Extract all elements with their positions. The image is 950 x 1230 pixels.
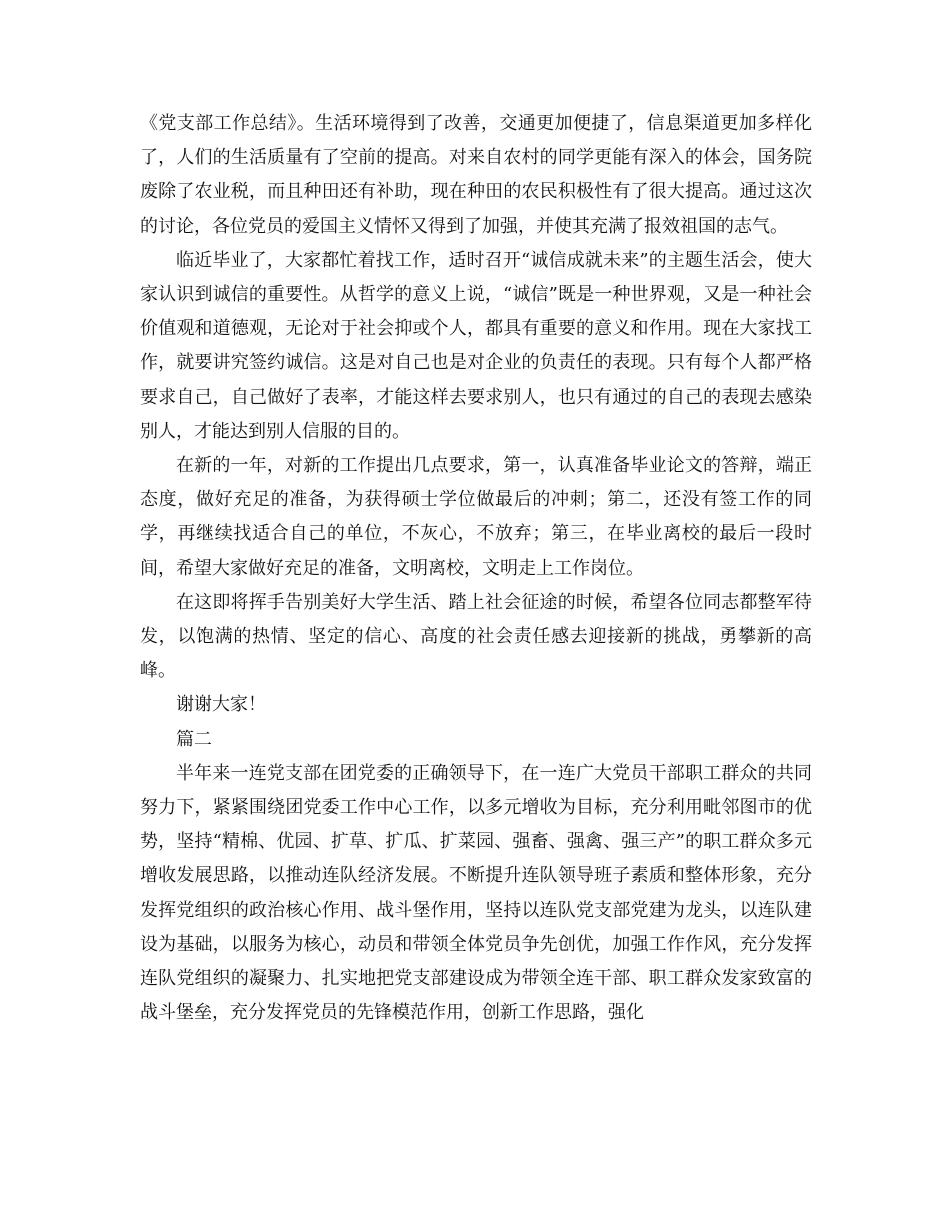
paragraph-4: 在这即将挥手告别美好大学生活、踏上社会征途的时候，希望各位同志都整军待发，以饱满的热情、坚定的信心、高度的社会责任感去迎接新的挑战，勇攀新的高峰。 (140, 591, 812, 682)
paragraph-3: 在新的一年，对新的工作提出几点要求，第一，认真准备毕业论文的答辩，端正态度，做好充足的准备，为获得硕士学位做最后的冲刺；第二，还没有签工作的同学，再继续找适合自己的单位，不灰心，不放弃；第三，在毕业离校的最后一段时间，希望大家做好充足的准备，文明离校，文明走上工作岗位。 (140, 455, 812, 579)
paragraph-5: 半年来一连党支部在团党委的正确领导下，在一连广大党员干部职工群众的共同努力下，紧紧围绕团党委工作中心工作，以多元增收为目标，充分利用毗邻图市的优势，坚持“精棉、优园、扩草、扩瓜、扩菜园、强畜、强禽、强三产”的职工群众多元增收发展思路，以推动连队经济发展。不断提升连队领导班子素质和整体形象，充分发挥党组织的政治核心作用、战斗堡作用，坚持以连队党支部党建为龙头，以连队建设为基础，以服务为核心，动员和带领全体党员争先创优，加强工作作风，充分发挥连队党组织的凝聚力、扎实地把党支部建设成为带领全连干部、职工群众发家致富的战斗堡垒，充分发挥党员的先锋模范作用，创新工作思路，强化 (140, 762, 812, 1024)
paragraph-1: 《党支部工作总结》。生活环境得到了改善，交通更加便捷了，信息渠道更加多样化了，人们的生活质量有了空前的提高。对来自农村的同学更能有深入的体会，国务院废除了农业税，而且种田还有补助，现在种田的农民积极性有了很大提高。通过这次的讨论，各位党员的爱国主义情怀又得到了加强，并使其充满了报效祖国的志气。 (140, 113, 812, 237)
document-body (140, 107, 812, 1030)
section-heading: 篇二 (176, 728, 212, 750)
closing-thanks: 谢谢大家！ (176, 694, 266, 716)
paragraph-2: 临近毕业了，大家都忙着找工作，适时召开“诚信成就未来”的主题生活会，使大家认识到诚信的重要性。从哲学的意义上说，“诚信”既是一种世界观，又是一种社会价值观和道德观，无论对于社会抑或个人，都具有重要的意义和作用。现在大家找工作，就要讲究签约诚信。这是对自己也是对企业的负责任的表现。只有每个人都严格要求自己，自己做好了表率，才能这样去要求别人，也只有通过的自己的表现去感染别人，才能达到别人信服的目的。 (140, 249, 812, 442)
